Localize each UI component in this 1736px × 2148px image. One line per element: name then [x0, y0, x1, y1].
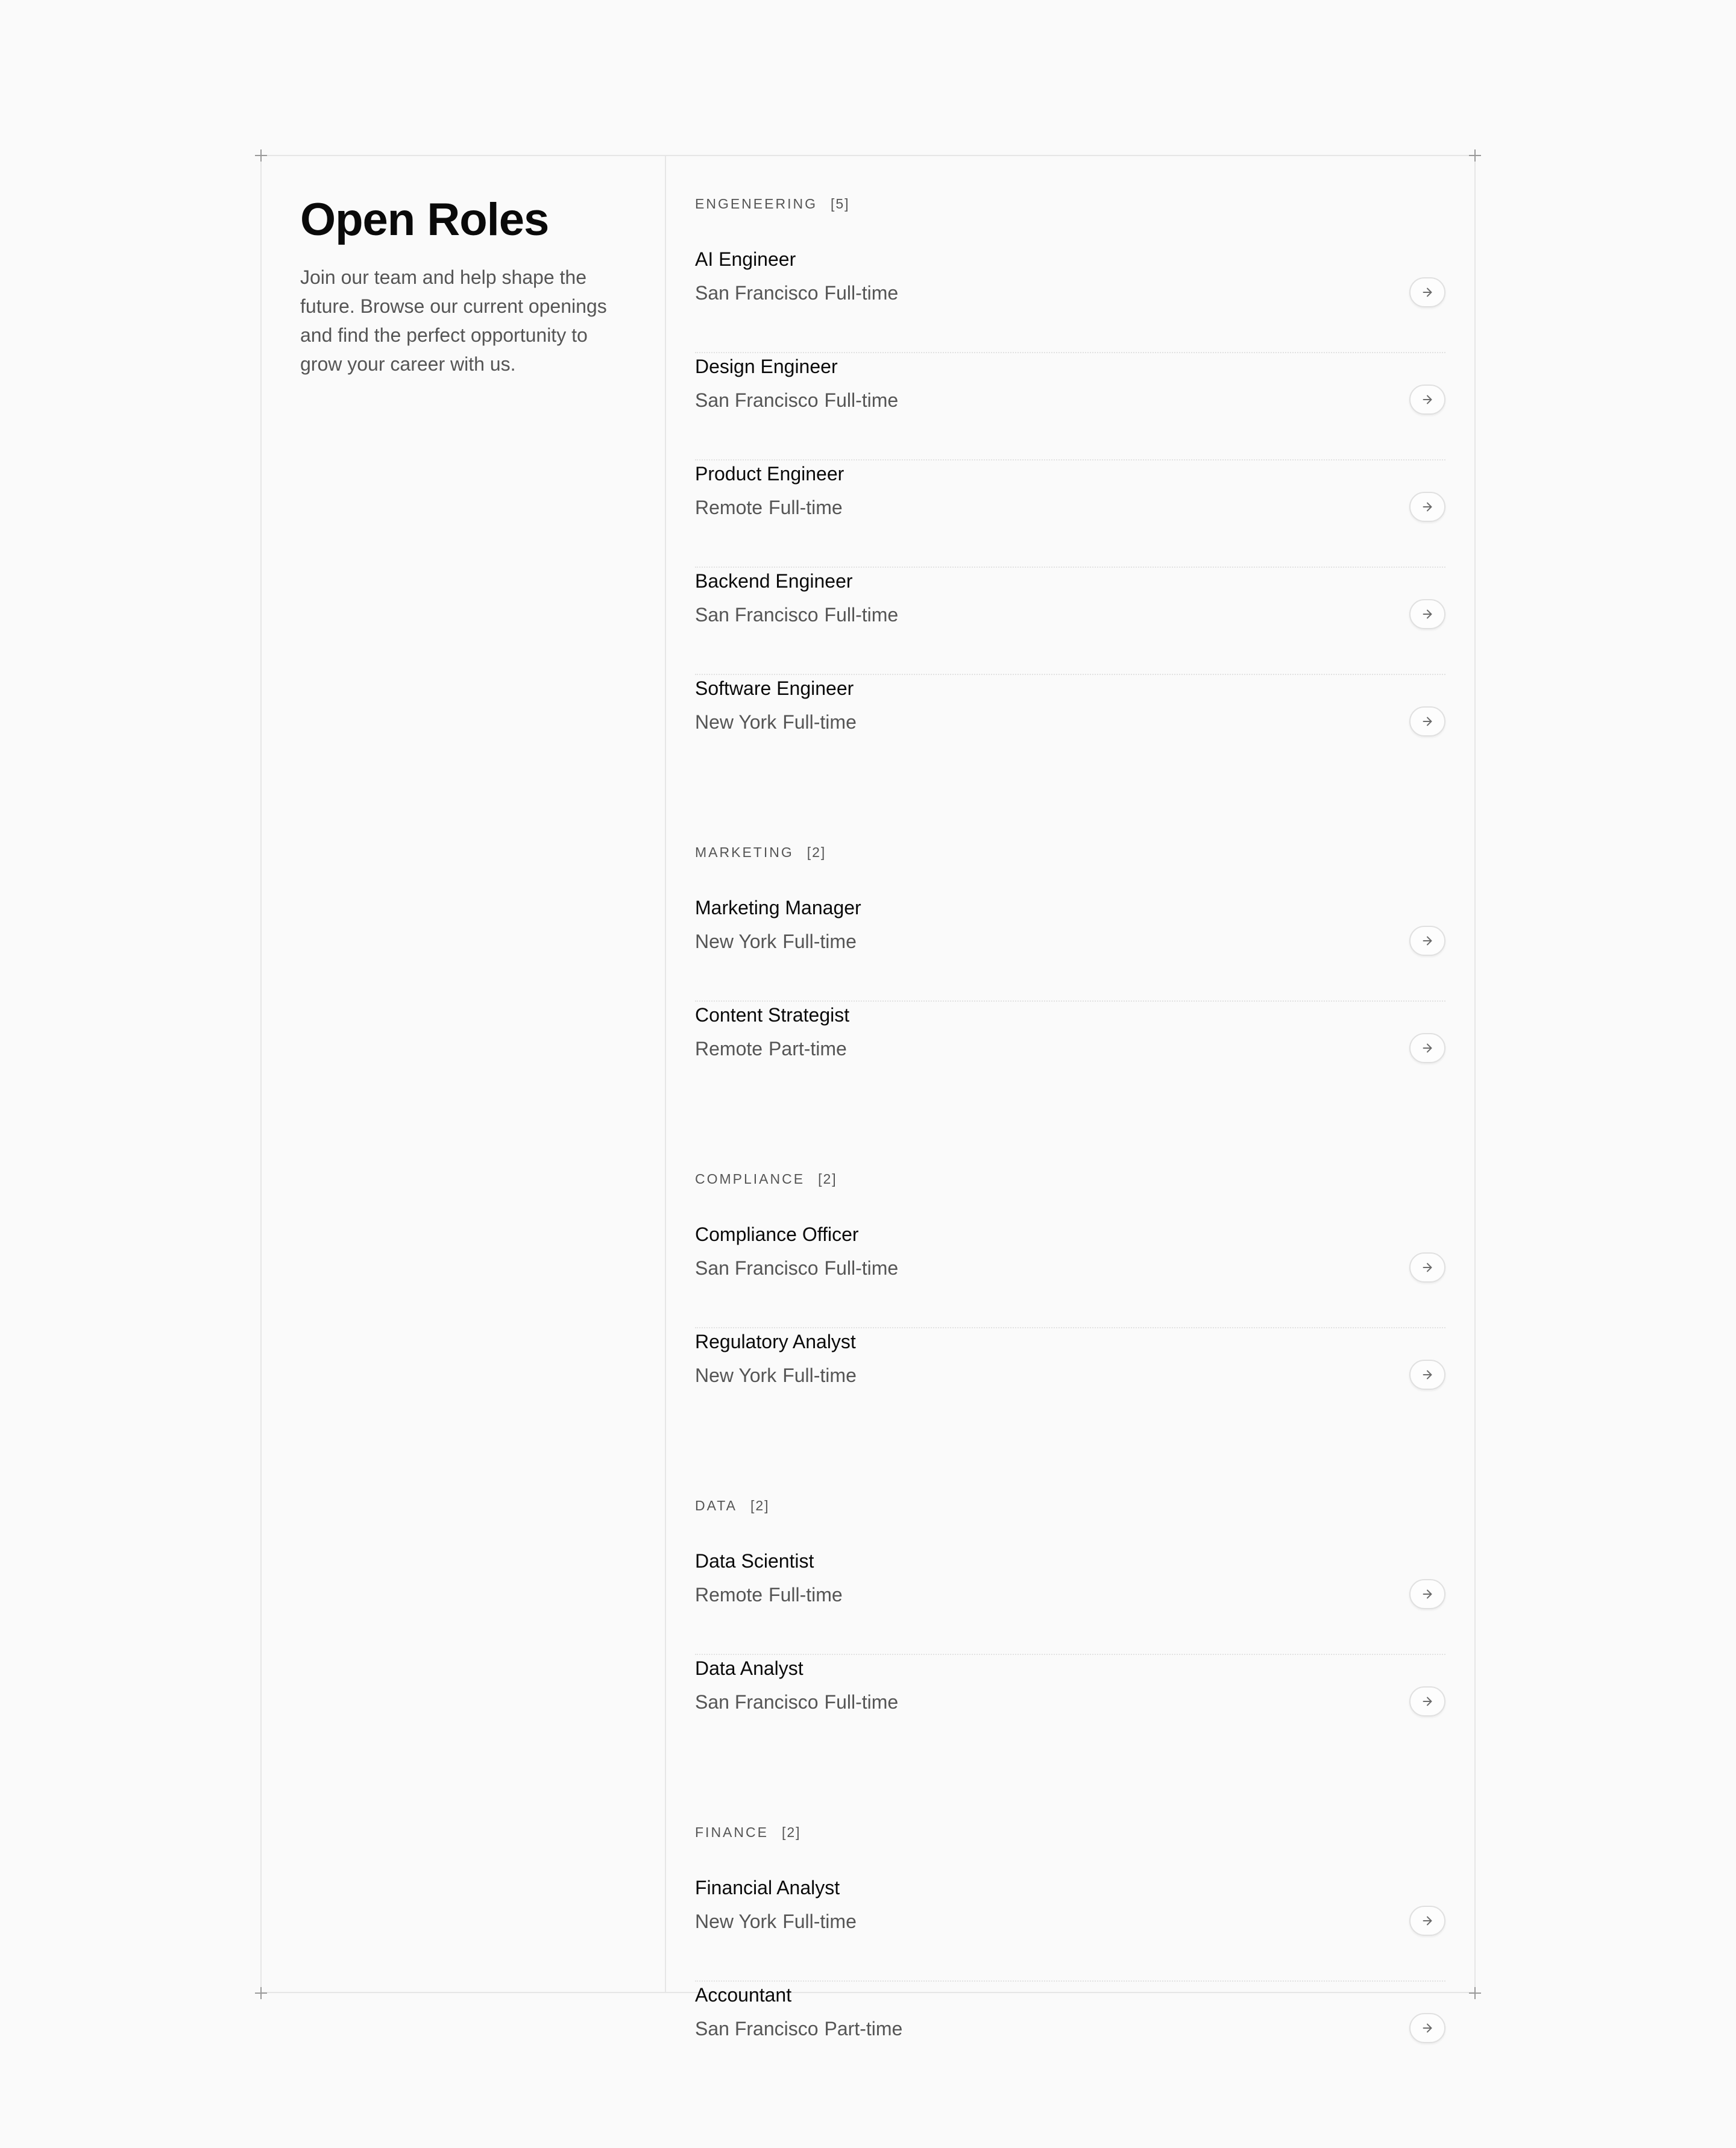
- role-section: [695, 192, 1445, 767]
- job-row[interactable]: [695, 1655, 1445, 1747]
- job-title: Design Engineer: [695, 356, 838, 377]
- section-heading: [695, 1167, 1445, 1191]
- job-meta: [695, 709, 857, 735]
- job-meta: [695, 280, 898, 306]
- arrow-right-icon: [1421, 1261, 1434, 1274]
- arrow-right-icon: [1421, 286, 1434, 299]
- section-name: DATA: [695, 1498, 737, 1513]
- job-location: New York: [695, 931, 777, 952]
- section-name: ENGENEERING: [695, 196, 817, 212]
- role-section: [695, 1167, 1445, 1420]
- arrow-right-icon: [1421, 1587, 1434, 1601]
- job-type: Full-time: [824, 604, 899, 626]
- section-name: FINANCE: [695, 1824, 769, 1840]
- section-heading: [695, 840, 1445, 864]
- job-meta: [695, 601, 898, 628]
- job-row[interactable]: [695, 353, 1445, 460]
- section-heading: [695, 1820, 1445, 1844]
- job-meta: [695, 1581, 843, 1608]
- job-row[interactable]: [695, 894, 1445, 1002]
- job-meta: [695, 387, 898, 413]
- job-title: Software Engineer: [695, 677, 854, 699]
- arrow-right-icon: [1421, 2021, 1434, 2035]
- arrow-right-icon: [1421, 1914, 1434, 1927]
- job-location: San Francisco: [695, 282, 819, 304]
- corner-plus-icon: [255, 1987, 267, 1999]
- view-role-button[interactable]: [1409, 1906, 1445, 1936]
- section-heading: [695, 192, 1445, 216]
- section-heading: [695, 1493, 1445, 1518]
- job-location: San Francisco: [695, 389, 819, 411]
- job-row[interactable]: [695, 675, 1445, 767]
- job-location: San Francisco: [695, 1257, 819, 1279]
- job-type: Full-time: [824, 389, 899, 411]
- section-name: MARKETING: [695, 844, 794, 860]
- job-title: Backend Engineer: [695, 570, 853, 592]
- job-type: Full-time: [782, 1911, 857, 1932]
- view-role-button[interactable]: [1409, 926, 1445, 956]
- job-meta: [695, 928, 857, 955]
- job-title: Regulatory Analyst: [695, 1331, 856, 1352]
- arrow-right-icon: [1421, 1368, 1434, 1381]
- job-title: Data Analyst: [695, 1657, 804, 1679]
- job-type: Full-time: [824, 282, 899, 304]
- arrow-right-icon: [1421, 608, 1434, 621]
- page-title: Open Roles: [300, 194, 549, 245]
- view-role-button[interactable]: [1409, 1579, 1445, 1609]
- job-location: San Francisco: [695, 2018, 819, 2040]
- job-row[interactable]: [695, 1002, 1445, 1093]
- job-meta: [695, 1908, 857, 1935]
- job-title: Financial Analyst: [695, 1877, 840, 1898]
- view-role-button[interactable]: [1409, 1033, 1445, 1063]
- view-role-button[interactable]: [1409, 2013, 1445, 2043]
- job-row[interactable]: [695, 1221, 1445, 1328]
- job-meta: [695, 1362, 857, 1389]
- job-row[interactable]: [695, 568, 1445, 675]
- job-meta: [695, 1255, 898, 1281]
- job-location: Remote: [695, 1038, 763, 1060]
- view-role-button[interactable]: [1409, 599, 1445, 629]
- job-row[interactable]: [695, 1874, 1445, 1982]
- job-row[interactable]: [695, 246, 1445, 353]
- job-title: Compliance Officer: [695, 1223, 859, 1245]
- view-role-button[interactable]: [1409, 1360, 1445, 1390]
- role-section: [695, 1820, 1445, 2073]
- job-type: Full-time: [769, 497, 843, 518]
- section-count: [2]: [807, 844, 826, 860]
- job-title: Product Engineer: [695, 463, 844, 485]
- job-meta: [695, 1689, 898, 1715]
- job-location: Remote: [695, 497, 763, 518]
- arrow-right-icon: [1421, 1695, 1434, 1708]
- role-section: [695, 1493, 1445, 1747]
- view-role-button[interactable]: [1409, 277, 1445, 307]
- corner-plus-icon: [1469, 149, 1481, 162]
- job-title: Accountant: [695, 1984, 792, 2006]
- section-count: [2]: [781, 1824, 801, 1840]
- view-role-button[interactable]: [1409, 492, 1445, 522]
- job-row[interactable]: [695, 460, 1445, 568]
- role-section: [695, 840, 1445, 1093]
- job-title: AI Engineer: [695, 248, 796, 270]
- job-type: Full-time: [782, 931, 857, 952]
- job-type: Full-time: [769, 1584, 843, 1606]
- job-title: Data Scientist: [695, 1550, 814, 1572]
- job-meta: [695, 494, 843, 521]
- arrow-right-icon: [1421, 715, 1434, 728]
- section-count: [2]: [750, 1498, 770, 1513]
- column-divider: [665, 155, 666, 1993]
- job-type: Part-time: [769, 1038, 847, 1060]
- intro-panel: [300, 193, 626, 378]
- job-row[interactable]: [695, 1548, 1445, 1655]
- job-location: San Francisco: [695, 604, 819, 626]
- job-type: Part-time: [824, 2018, 903, 2040]
- view-role-button[interactable]: [1409, 385, 1445, 415]
- job-row[interactable]: [695, 1982, 1445, 2073]
- view-role-button[interactable]: [1409, 706, 1445, 736]
- job-location: San Francisco: [695, 1691, 819, 1713]
- job-location: New York: [695, 711, 777, 733]
- job-title: Marketing Manager: [695, 897, 861, 919]
- job-type: Full-time: [782, 1364, 857, 1386]
- page-intro: Join our team and help shape the future. Browse our current openings and find the perfect opportunity to grow your career with us.: [300, 266, 607, 375]
- job-meta: [695, 1035, 847, 1062]
- job-row[interactable]: [695, 1328, 1445, 1420]
- job-location: New York: [695, 1911, 777, 1932]
- arrow-right-icon: [1421, 1041, 1434, 1055]
- job-type: Full-time: [782, 711, 857, 733]
- view-role-button[interactable]: [1409, 1686, 1445, 1716]
- job-title: Content Strategist: [695, 1004, 850, 1026]
- job-meta: [695, 2015, 902, 2042]
- job-location: Remote: [695, 1584, 763, 1606]
- job-location: New York: [695, 1364, 777, 1386]
- view-role-button[interactable]: [1409, 1252, 1445, 1283]
- section-name: COMPLIANCE: [695, 1171, 805, 1187]
- arrow-right-icon: [1421, 393, 1434, 406]
- roles-list: [695, 192, 1445, 2073]
- section-count: [2]: [818, 1171, 837, 1187]
- job-type: Full-time: [824, 1691, 899, 1713]
- job-type: Full-time: [824, 1257, 899, 1279]
- corner-plus-icon: [1469, 1987, 1481, 1999]
- arrow-right-icon: [1421, 500, 1434, 513]
- arrow-right-icon: [1421, 934, 1434, 947]
- corner-plus-icon: [255, 149, 267, 162]
- section-count: [5]: [830, 196, 850, 212]
